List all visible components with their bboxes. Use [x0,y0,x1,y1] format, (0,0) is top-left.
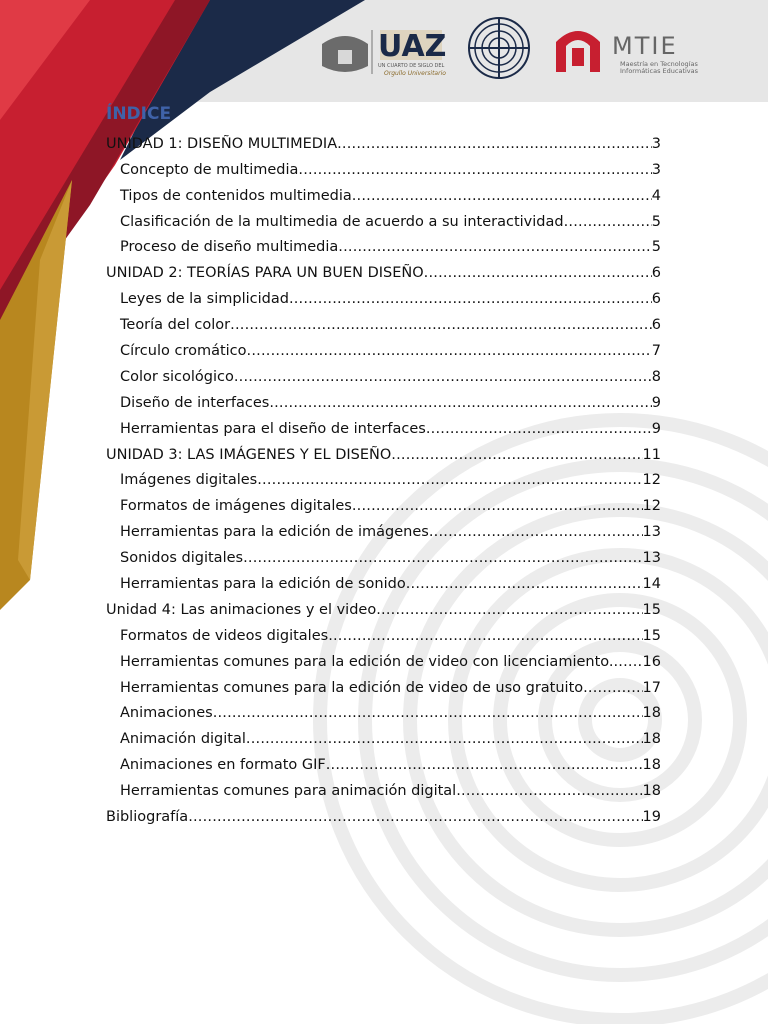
toc-entry-label: Animación digital [120,731,246,748]
table-of-contents [106,126,661,825]
toc-entry[interactable] [106,773,661,799]
toc-entry[interactable] [106,721,661,747]
toc-entry-page: 8 [651,368,661,385]
toc-entry-page: 19 [642,809,661,826]
toc-entry[interactable] [106,670,661,696]
toc-entry-label: UNIDAD 3: LAS IMÁGENES Y EL DISEÑO [106,446,392,463]
toc-entry[interactable] [106,204,661,230]
toc-entry-label: Leyes de la simplicidad [120,291,289,308]
toc-entry-label: Herramientas para el diseño de interfaces [120,420,426,437]
toc-entry[interactable] [106,152,661,178]
maze-seal-logo [469,18,529,78]
toc-entry-label: Animaciones en formato GIF [120,757,326,774]
toc-entry-label: UNIDAD 2: TEORÍAS PARA UN BUEN DISEÑO [106,265,424,282]
toc-entry[interactable] [106,385,661,411]
toc-entry-page: 18 [642,705,661,722]
toc-entry[interactable] [106,618,661,644]
toc-entry-label: Diseño de interfaces [120,394,270,411]
toc-dot-leader [391,447,642,463]
toc-dot-leader [246,731,643,747]
toc-entry[interactable] [106,592,661,618]
toc-dot-leader [257,472,642,488]
toc-dot-leader [243,550,642,566]
toc-entry-label: Proceso de diseño multimedia [120,239,339,256]
toc-entry-page: 12 [642,472,661,489]
uaz-logo [378,29,446,77]
toc-entry[interactable] [106,514,661,540]
toc-entry-page: 18 [642,757,661,774]
toc-entry-page: 5 [651,213,661,230]
toc-dot-leader [269,395,651,411]
toc-entry[interactable] [106,333,661,359]
toc-dot-leader [298,162,651,178]
uaz-acronym: UAZ [378,29,447,64]
toc-dot-leader [289,291,652,307]
mtie-acronym: MTIE [612,32,678,60]
mtie-line-1: Maestría en Tecnologías [620,60,698,68]
toc-entry[interactable] [106,126,661,152]
toc-entry-label: Formatos de imágenes digitales [120,498,352,515]
mtie-line-2: Informáticas Educativas [620,67,699,75]
toc-entry-page: 17 [642,679,661,696]
toc-entry-page: 12 [642,498,661,515]
toc-entry-label: Bibliografía [106,809,189,826]
toc-entry[interactable] [106,540,661,566]
toc-entry-label: Herramientas comunes para la edición de video de uso gratuito [120,679,584,696]
toc-title: ÍNDICE [106,104,172,124]
uaz-tagline-1: UN CUARTO DE SIGLO DEL [378,63,445,69]
toc-dot-leader [426,421,652,437]
toc-dot-leader [376,602,642,618]
coat-of-arms-logo [322,36,368,72]
toc-dot-leader [337,136,652,152]
toc-entry-page: 6 [651,291,661,308]
toc-dot-leader [326,757,643,773]
toc-dot-leader [234,369,652,385]
toc-entry[interactable] [106,644,661,670]
toc-entry-label: Herramientas para la edición de sonido [120,576,406,593]
toc-entry-label: Concepto de multimedia [120,161,299,178]
toc-entry[interactable] [106,411,661,437]
toc-entry[interactable] [106,437,661,463]
toc-entry-page: 9 [651,394,661,411]
toc-entry-label: Clasificación de la multimedia de acuerdo a su interactividad [120,213,564,230]
toc-dot-leader [614,654,643,670]
toc-entry-label: Herramientas para la edición de imágenes [120,524,429,541]
toc-dot-leader [583,680,642,696]
toc-entry[interactable] [106,696,661,722]
toc-dot-leader [424,265,652,281]
toc-entry-label: Teoría del color [120,317,231,334]
toc-entry[interactable] [106,488,661,514]
toc-entry[interactable] [106,307,661,333]
toc-dot-leader [352,498,643,514]
toc-entry-page: 16 [642,653,661,670]
toc-dot-leader [213,705,643,721]
toc-entry-page: 5 [651,239,661,256]
toc-entry-page: 18 [642,731,661,748]
toc-dot-leader [338,239,652,255]
toc-entry[interactable] [106,281,661,307]
toc-entry[interactable] [106,566,661,592]
toc-entry-label: Animaciones [120,705,213,722]
toc-dot-leader [406,576,643,592]
toc-entry-label: Tipos de contenidos multimedia [120,187,352,204]
toc-entry-page: 4 [651,187,661,204]
toc-entry-label: Sonidos digitales [120,550,244,567]
toc-entry-label: Unidad 4: Las animaciones y el video [106,601,377,618]
toc-entry-page: 18 [642,783,661,800]
toc-dot-leader [247,343,652,359]
toc-entry[interactable] [106,463,661,489]
toc-entry-label: Herramientas comunes para animación digital [120,783,457,800]
toc-dot-leader [188,809,642,825]
toc-dot-leader [429,524,643,540]
toc-entry-label: Círculo cromático [120,343,247,360]
toc-entry-label: Herramientas comunes para la edición de video con licenciamiento. [120,653,614,670]
toc-entry-page: 14 [642,576,661,593]
toc-entry-label: UNIDAD 1: DISEÑO MULTIMEDIA [106,135,338,152]
toc-entry-page: 11 [642,446,661,463]
toc-entry-label: Formatos de videos digitales [120,627,329,644]
toc-entry-page: 7 [651,343,661,360]
toc-entry-page: 3 [651,161,661,178]
toc-dot-leader [456,783,642,799]
toc-entry-page: 9 [651,420,661,437]
toc-entry[interactable] [106,255,661,281]
toc-entry-label: Imágenes digitales [120,472,258,489]
toc-entry-label: Color sicológico [120,368,234,385]
toc-entry[interactable] [106,178,661,204]
toc-entry[interactable] [106,359,661,385]
toc-entry[interactable] [106,230,661,256]
toc-dot-leader [230,317,652,333]
toc-entry-page: 13 [642,524,661,541]
toc-dot-leader [564,214,652,230]
toc-entry-page: 13 [642,550,661,567]
toc-dot-leader [328,628,642,644]
toc-entry-page: 15 [642,601,661,618]
toc-entry[interactable] [106,747,661,773]
toc-entry-page: 3 [651,135,661,152]
toc-entry-page: 6 [651,265,661,282]
toc-entry[interactable] [106,799,661,825]
toc-entry-page: 6 [651,317,661,334]
uaz-tagline-2: Orgullo Universitario [384,70,446,77]
toc-dot-leader [352,188,652,204]
toc-entry-page: 15 [642,627,661,644]
